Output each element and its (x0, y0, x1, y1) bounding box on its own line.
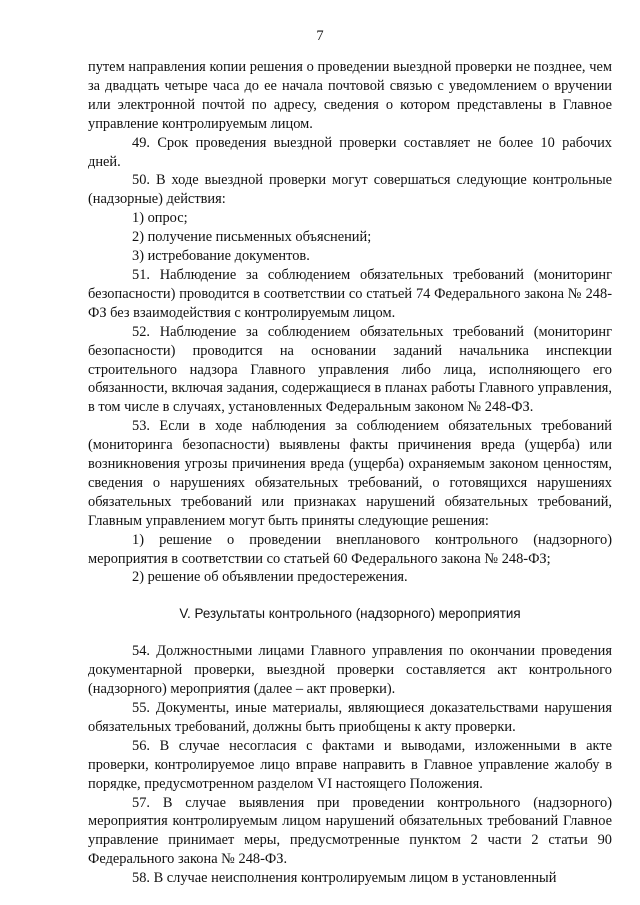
page-number: 7 (316, 28, 324, 44)
paragraph-55: 55. Документы, иные материалы, являющиеся доказательствами нарушения обязательных требований, должны быть приобщены к акту проверки. (88, 700, 612, 735)
paragraph-54: 54. Должностными лицами Главного управления по окончании проведения документарной проверки, выездной проверки составляется акт контрольного (надзорного) мероприятия (далее – акт проверки). (88, 643, 612, 698)
document-body (88, 58, 612, 888)
paragraph-50: 50. В ходе выездной проверки могут совершаться следующие контрольные (надзорные) действия: (88, 172, 612, 208)
list-item: 1) опрос; (132, 210, 188, 227)
paragraph-57: 57. В случае выявления при проведении контрольного (надзорного) мероприятия контролируемым лицом нарушений обязательных требований Главное управление принимает меры, предусмотренные пунктом 2 части 2 статьи 90 Федерального закона № 248-ФЗ. (88, 794, 612, 868)
list-item: 3) истребование документов. (132, 248, 310, 265)
list-item: 1) решение о проведении внепланового контрольного (надзорного) мероприятия в соответствии со статьей 60 Федерального закона № 248-ФЗ; (88, 531, 612, 567)
paragraph-49: 49. Срок проведения выездной проверки составляет не более 10 рабочих дней. (88, 134, 612, 170)
section-heading: V. Результаты контрольного (надзорного) мероприятия (179, 606, 521, 622)
paragraph-58: 58. В случае неисполнения контролируемым лицом в установленный (132, 870, 557, 887)
paragraph-continuation: путем направления копии решения о проведении выездной проверки не позднее, чем за двадцать четыре часа до ее начала почтовой связью с уведомлением о вручении или электронной почтой по адресу, сведения о котором представлены в Главное управление контролируемым лицом. (88, 59, 612, 132)
paragraph-52: 52. Наблюдение за соблюдением обязательных требований (мониторинг безопасности) проводится на основании заданий начальника инспекции строительного надзора Главного управления либо лица, исполняющего его обязанности, включая задания, содержащиеся в планах работы Главного управления, в том числе в случаях, установленных Федеральным законом № 248-ФЗ. (88, 323, 612, 416)
list-item: 2) получение письменных объяснений; (132, 229, 372, 246)
paragraph-56: 56. В случае несогласия с фактами и выводами, изложенными в акте проверки, контролируемое лицо вправе направить в Главное управление жалобу в порядке, предусмотренном разделом VI настоящего Положения. (88, 737, 612, 792)
paragraph-51: 51. Наблюдение за соблюдением обязательных требований (мониторинг безопасности) проводится в соответствии со статьей 74 Федерального закона № 248-ФЗ без взаимодействия с контролируемым лицом. (88, 266, 612, 321)
list-item: 2) решение об объявлении предостережения. (132, 569, 408, 586)
paragraph-53: 53. Если в ходе наблюдения за соблюдением обязательных требований (мониторинга безопасности) выявлены факты причинения вреда (ущерба) или возникновения угрозы причинения вреда (ущерба) охраняемым законом ценностям, сведения о нарушениях обязательных требований, о готовящихся нарушениях обязательных требований или признаках нарушений обязательных требований, Главным управлением могут быть приняты следующие решения: (88, 418, 612, 529)
